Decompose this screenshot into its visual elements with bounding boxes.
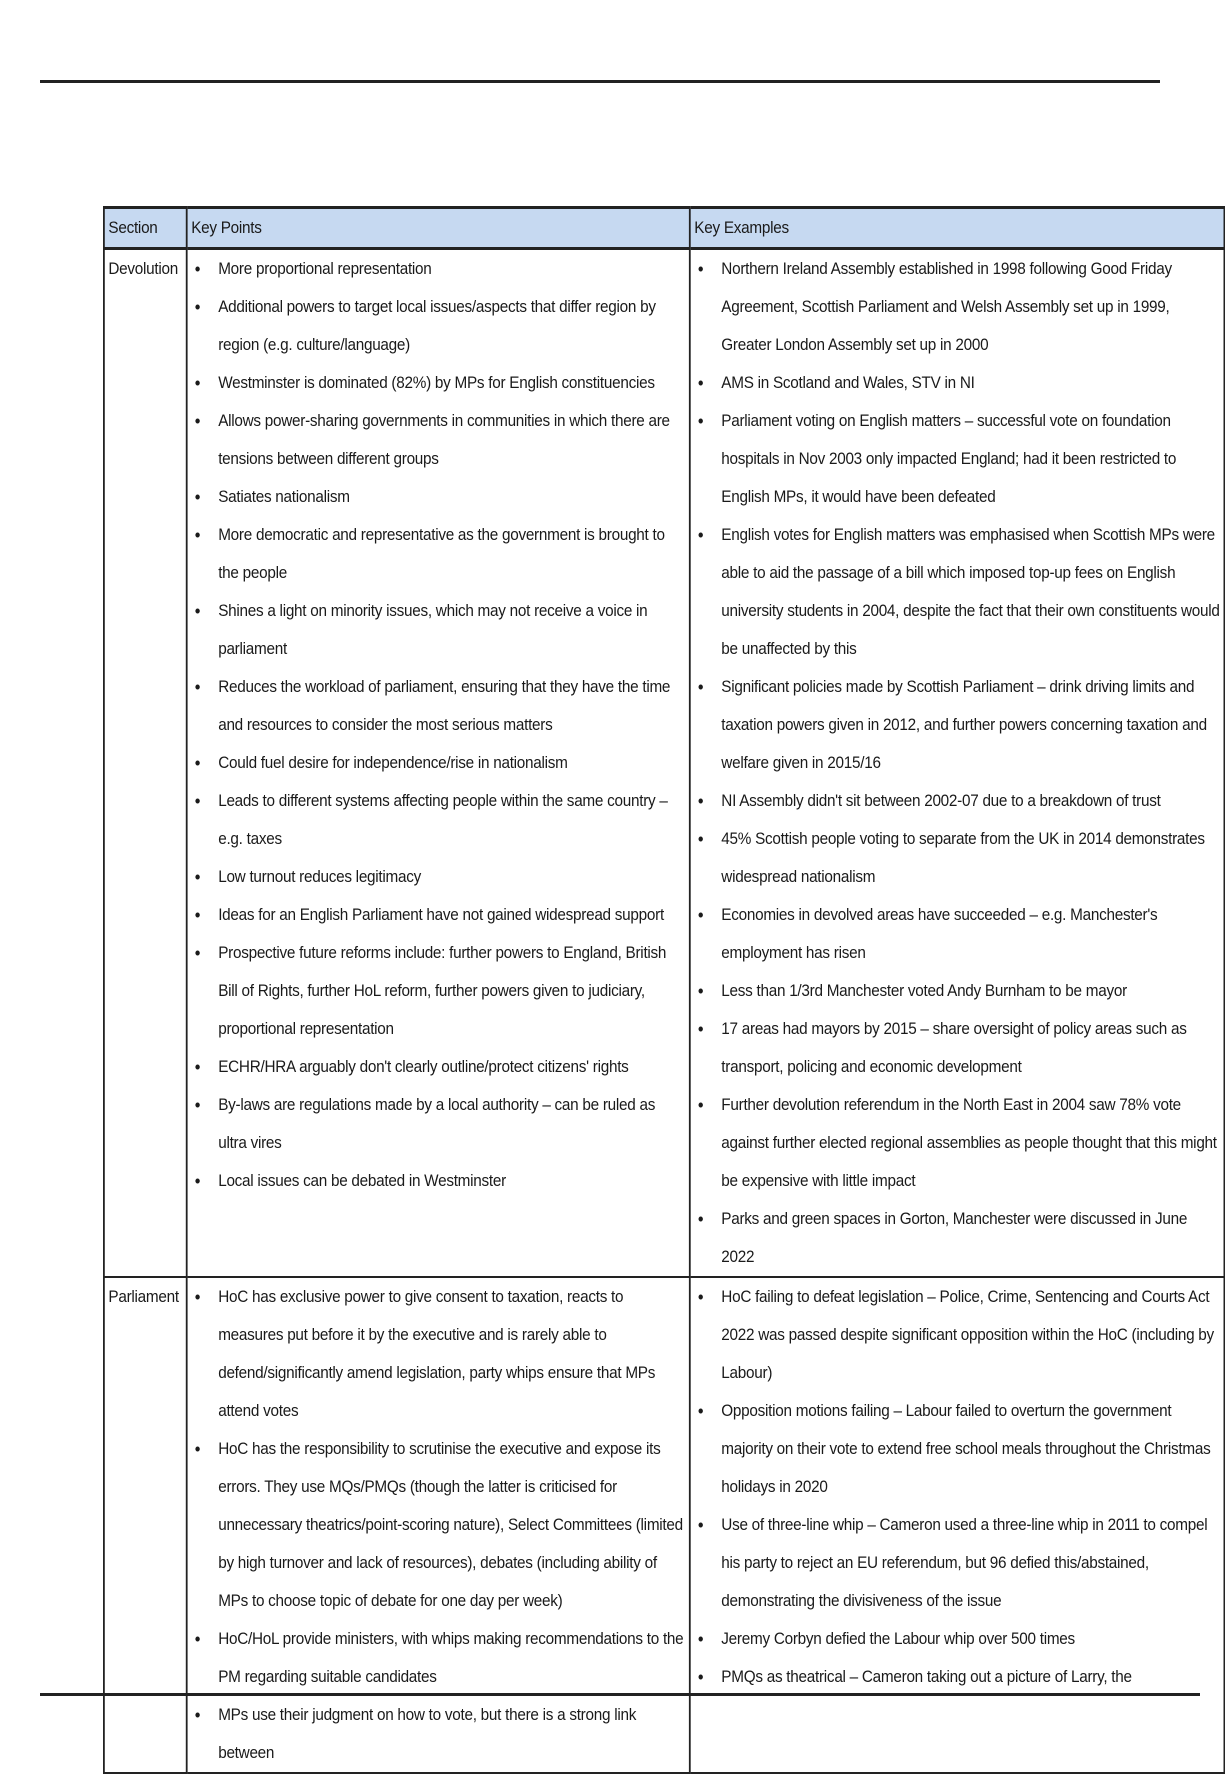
section-label: Devolution xyxy=(104,249,187,1278)
list-item: • HoC has exclusive power to give consent to taxation, reacts to measures put before it by the executive and is rarely able to defend/significantly amend legislation, party whips ensure that MPs attend votes xyxy=(191,1278,685,1430)
key-points-list xyxy=(191,1278,685,1772)
key-points-cell xyxy=(187,1277,690,1773)
key-points-cell xyxy=(187,249,690,1278)
list-item: • Significant policies made by Scottish Parliament – drink driving limits and taxation powers given in 2012, and further powers concerning taxation and welfare given in 2015/16 xyxy=(694,668,1220,782)
list-item: • 45% Scottish people voting to separate from the UK in 2014 demonstrates widespread nationalism xyxy=(694,820,1220,896)
list-item: • MPs use their judgment on how to vote, but there is a strong link between xyxy=(191,1696,685,1772)
list-item: • Less than 1/3rd Manchester voted Andy Burnham to be mayor xyxy=(694,972,1220,1010)
table-row-parliament xyxy=(104,1277,1225,1773)
list-item: • Allows power-sharing governments in communities in which there are tensions between different groups xyxy=(191,402,685,478)
list-item: • More proportional representation xyxy=(191,250,685,288)
list-item: • Jeremy Corbyn defied the Labour whip over 500 times xyxy=(694,1620,1220,1658)
key-examples-cell xyxy=(690,1277,1225,1773)
list-item: • Additional powers to target local issues/aspects that differ region by region (e.g. culture/language) xyxy=(191,288,685,364)
list-item: • HoC/HoL provide ministers, with whips making recommendations to the PM regarding suitable candidates xyxy=(191,1620,685,1696)
notes-sheet xyxy=(103,206,1220,1762)
list-item: • By-laws are regulations made by a local authority – can be ruled as ultra vires xyxy=(191,1086,685,1162)
list-item: • Use of three-line whip – Cameron used a three-line whip in 2011 to compel his party to reject an EU referendum, but 96 defied this/abstained, demonstrating the divisiveness of the issue xyxy=(694,1506,1220,1620)
list-item: • Parliament voting on English matters – successful vote on foundation hospitals in Nov 2003 only impacted England; had it been restricted to English MPs, it would have been defeated xyxy=(694,402,1220,516)
list-item: • HoC failing to defeat legislation – Police, Crime, Sentencing and Courts Act 2022 was passed despite significant opposition within the HoC (including by Labour) xyxy=(694,1278,1220,1392)
key-examples-cell xyxy=(690,249,1225,1278)
key-examples-list xyxy=(694,1278,1220,1696)
list-item: • English votes for English matters was emphasised when Scottish MPs were able to aid the passage of a bill which imposed top-up fees on English university students in 2004, despite the fact that their own constituents would be unaffected by this xyxy=(694,516,1220,668)
top-horizontal-rule xyxy=(40,80,1160,83)
list-item: • Low turnout reduces legitimacy xyxy=(191,858,685,896)
list-item: • HoC has the responsibility to scrutinise the executive and expose its errors. They use MQs/PMQs (though the latter is criticised for unnecessary theatrics/point-scoring nature), Select Committees (limited by high turnover and lack of resources), debates (including ability of MPs to choose topic of debate for one day per week) xyxy=(191,1430,685,1620)
list-item: • Further devolution referendum in the North East in 2004 saw 78% vote against further elected regional assemblies as people thought that this might be expensive with little impact xyxy=(694,1086,1220,1200)
key-examples-list xyxy=(694,250,1220,1276)
list-item: • Northern Ireland Assembly established in 1998 following Good Friday Agreement, Scottish Parliament and Welsh Assembly set up in 1999, Greater London Assembly set up in 2000 xyxy=(694,250,1220,364)
table-row-devolution xyxy=(104,249,1225,1278)
revision-notes-table xyxy=(103,206,1225,1774)
table-header-row xyxy=(104,208,1225,249)
section-label: Parliament xyxy=(104,1277,187,1773)
list-item: • 17 areas had mayors by 2015 – share oversight of policy areas such as transport, policing and economic development xyxy=(694,1010,1220,1086)
bottom-horizontal-rule xyxy=(40,1693,1200,1696)
list-item: • Ideas for an English Parliament have not gained widespread support xyxy=(191,896,685,934)
list-item: • Economies in devolved areas have succeeded – e.g. Manchester's employment has risen xyxy=(694,896,1220,972)
list-item: • Opposition motions failing – Labour failed to overturn the government majority on their vote to extend free school meals throughout the Christmas holidays in 2020 xyxy=(694,1392,1220,1506)
list-item: • Leads to different systems affecting people within the same country – e.g. taxes xyxy=(191,782,685,858)
list-item: • Satiates nationalism xyxy=(191,478,685,516)
header-section: Section xyxy=(104,208,187,249)
list-item: • Local issues can be debated in Westminster xyxy=(191,1162,685,1200)
list-item: • PMQs as theatrical – Cameron taking out a picture of Larry, the xyxy=(694,1658,1220,1696)
list-item: • More democratic and representative as the government is brought to the people xyxy=(191,516,685,592)
list-item: • AMS in Scotland and Wales, STV in NI xyxy=(694,364,1220,402)
list-item: • Westminster is dominated (82%) by MPs for English constituencies xyxy=(191,364,685,402)
list-item: • Could fuel desire for independence/rise in nationalism xyxy=(191,744,685,782)
header-key-examples: Key Examples xyxy=(690,208,1225,249)
list-item: • ECHR/HRA arguably don't clearly outline/protect citizens' rights xyxy=(191,1048,685,1086)
key-points-list xyxy=(191,250,685,1200)
list-item: • Reduces the workload of parliament, ensuring that they have the time and resources to consider the most serious matters xyxy=(191,668,685,744)
list-item: • Prospective future reforms include: further powers to England, British Bill of Rights, further HoL reform, further powers given to judiciary, proportional representation xyxy=(191,934,685,1048)
list-item: • NI Assembly didn't sit between 2002-07 due to a breakdown of trust xyxy=(694,782,1220,820)
header-key-points: Key Points xyxy=(187,208,690,249)
list-item: • Shines a light on minority issues, which may not receive a voice in parliament xyxy=(191,592,685,668)
list-item: • Parks and green spaces in Gorton, Manchester were discussed in June 2022 xyxy=(694,1200,1220,1276)
